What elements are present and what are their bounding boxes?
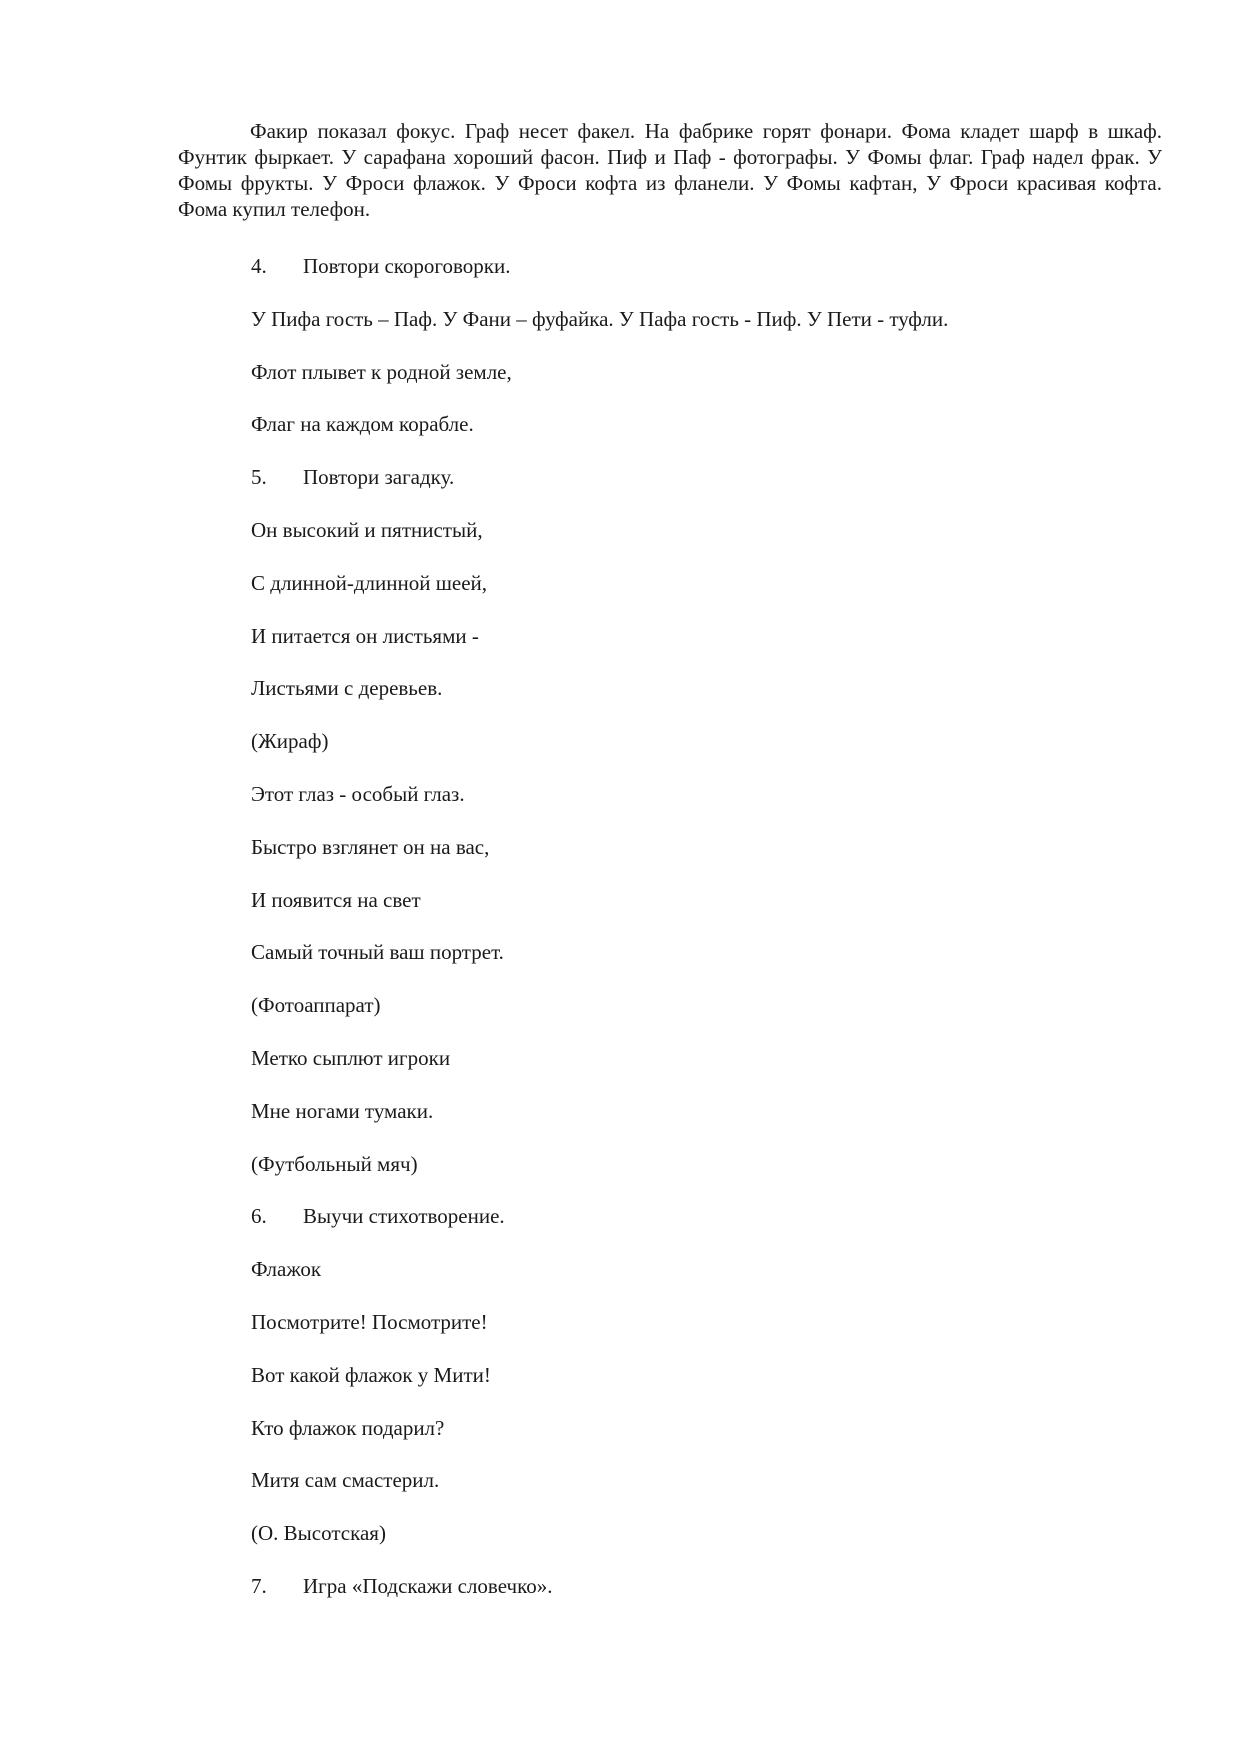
task-title: Повтори скороговорки. [303, 254, 511, 278]
task-number: 4. [251, 254, 267, 278]
text-line: И питается он листьями - [251, 623, 479, 648]
text-line: Этот глаз - особый глаз. [251, 781, 465, 806]
text-line: Флаг на каждом корабле. [251, 412, 474, 437]
poem-author: (О. Высотская) [251, 1521, 386, 1546]
task-heading [251, 464, 948, 517]
text-line: Посмотрите! Посмотрите! [251, 1309, 488, 1334]
task-title: Игра «Подскажи словечко». [303, 1573, 553, 1598]
text-line: Вот какой флажок у Мити! [251, 1362, 491, 1387]
intro-paragraph: Факир показал фокус. Граф несет факел. На фабрике горят фонари. Фома кладет шарф в шкаф. Фунтик фыркает. У сарафана хороший фасон. Пиф и Паф - фотографы. У Фомы флаг. Граф надел фрак. У Фомы фрукты. У Фроси флажок. У Фроси кофта из фланели. У Фомы кафтан, У Фроси красивая кофта. Фома купил телефон. [178, 119, 1162, 221]
task-title: Повтори загадку. [303, 465, 455, 490]
answer-line: (Жираф) [251, 729, 329, 754]
text-line: Он высокий и пятнистый, [251, 517, 483, 542]
text-line: Мне ногами тумаки. [251, 1098, 434, 1123]
task-heading [251, 253, 948, 306]
task-number: 7. [251, 1573, 267, 1598]
content-lines [251, 253, 948, 1626]
task-title: Выучи стихотворение. [303, 1204, 505, 1229]
task-number: 5. [251, 465, 267, 490]
text-line: Листьями с деревьев. [251, 676, 443, 701]
text-line: Митя сам смастерил. [251, 1468, 440, 1493]
text-line: И появится на свет [251, 887, 421, 912]
text-line: Флот плывет к родной земле, [251, 359, 512, 384]
text-line: Самый точный ваш портрет. [251, 940, 504, 965]
task-number: 6. [251, 1204, 267, 1229]
text-line: Метко сыплют игроки [251, 1045, 451, 1070]
text-line: У Пифа гость – Паф. У Фани – фуфайка. У Пафа гость - Пиф. У Пети - туфли. [251, 306, 949, 331]
answer-line: (Фотоаппарат) [251, 993, 381, 1018]
task-heading [251, 1573, 948, 1626]
text-line: Кто флажок подарил? [251, 1415, 445, 1440]
poem-title: Флажок [251, 1257, 322, 1282]
task-heading [251, 1203, 948, 1256]
answer-line: (Футбольный мяч) [251, 1151, 418, 1176]
text-line: Быстро взглянет он на вас, [251, 834, 490, 859]
text-line: С длинной-длинной шеей, [251, 570, 488, 595]
